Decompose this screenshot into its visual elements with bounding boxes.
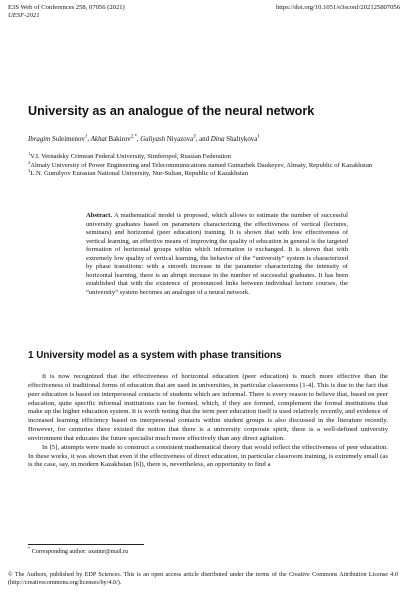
- body-text: [28, 373, 388, 470]
- affiliation-item: [28, 170, 388, 179]
- author-affiliation-mark: 2,*: [130, 134, 137, 140]
- paper-title: University as an analogue of the neural network: [28, 104, 315, 118]
- affiliation-text: L.N. Gumilyov Eurasian National University, Nur-Sultan, Republic of Kazakhstan: [30, 170, 249, 178]
- author-affiliation-mark: 3: [193, 134, 196, 140]
- author-name: [140, 136, 195, 143]
- affiliation-item: [28, 150, 388, 162]
- author-name: [91, 136, 137, 143]
- author-name: [28, 136, 87, 143]
- affiliation-number: 1: [28, 150, 31, 156]
- affiliation-number: 3: [28, 168, 31, 174]
- abstract: [86, 212, 348, 297]
- doi-link[interactable]: https://doi.org/10.1051/e3sconf/202125807056: [275, 4, 400, 11]
- author-surname: Shaltykova: [226, 136, 258, 143]
- author-given-name: Akhat: [90, 136, 107, 143]
- footnote-divider: [28, 544, 144, 545]
- affiliation-text: V.I. Vernadsky Crimean Federal University, Simferopol, Russian Federation: [30, 153, 231, 160]
- conference-citation: E3S Web of Conferences 258, 07056 (2021): [8, 4, 125, 11]
- author-affiliation-mark: 1: [84, 134, 88, 140]
- body-paragraph: It is now recognized that the effectiveness of horizontal education (peer education) is much more effective than the effectiveness of traditional forms of education that are used in universities, in particular classrooms [1-4]. This is due to the fact that peer education is based on interpersonal contacts of students which are informal. There is every reason to believe that, based on peer education, quite specific informal institutions can be formed, which, if they are formed, complement the formal institutions that make up the higher education system. It is worth noting that the term peer education itself is used relatively recently, and evidence of increased learning efficiency based on interpersonal contacts within student groups is also discussed in the literature recently. However, for centuries there existed the notion that there is a university corporate spirit, there is a well-defined university environment that educates the future specialist much more effectively than any direct agitation.: [28, 373, 388, 442]
- author-affiliation-mark: 1: [257, 134, 260, 140]
- copyright-notice: © The Authors, published by EDP Sciences. This is an open access article distributed under the terms of the Creative Commons Attribution License 4.0 (http://creativecommons.org/licenses/by/4.0/).: [8, 572, 398, 586]
- body-paragraph: In [5], attempts were made to construct a consistent mathematical theory that would reflect the effectiveness of peer education. In these works, it was shown that even if the effectiveness of direct education, in particular classroom training, is extremely small (as is the case, say, in modern Kazakhstan [6]), there is, nevertheless, an opportunity to find a: [28, 443, 388, 469]
- affiliation-number: 2: [28, 159, 31, 165]
- author-separator: ,: [136, 136, 141, 143]
- author-separator: , and: [195, 136, 211, 143]
- author-list: [28, 135, 388, 144]
- corresponding-author-footnote: [28, 545, 129, 556]
- author-name: [211, 136, 260, 143]
- author-surname: Niyazova: [166, 136, 194, 143]
- author-surname: Suleimenov: [51, 136, 85, 143]
- abstract-text: A mathematical model is proposed, which allows to estimate the number of successful university graduates based on parameters characterizing the effectiveness of vertical (lectures, seminars) and horizontal (peer education) training. It is shown that with low effectiveness of vertical learning, an effective means of improving the quality of education in general is the targeted formation of horizontal groups within which information is exchanged. It is shown that with extremely low quality of vertical learning, the behavior of the “university” system is characterized by phase transitions: with a smooth increase in the parameter characterizing the intensity of horizontal learning, there is an abrupt increase in the number of successful graduates. It has been established that with the existence of pronounced links between individual lecture courses, the “university” system becomes an analogue of a neural network.: [86, 212, 348, 296]
- footnote-mark: *: [28, 545, 31, 551]
- author-given-name: Dina: [210, 136, 225, 143]
- section-heading: 1 University model as a system with phase transitions: [28, 350, 282, 361]
- author-surname: Bakirov: [108, 136, 131, 143]
- author-given-name: Ibragim: [28, 136, 51, 143]
- abstract-label: Abstract.: [86, 212, 112, 219]
- affiliation-text: Almaty University of Power Engineering and Telecommunications named Gumarbek Daukeyev, Almaty, Republic of Kazakhstan: [30, 161, 373, 169]
- author-separator: ,: [87, 136, 91, 143]
- conference-short-name: UESF-2021: [8, 12, 40, 19]
- author-given-name: Guliyash: [140, 136, 166, 143]
- footnote-text: Corresponding author: axatmr@mail.ru: [31, 549, 129, 555]
- affiliation-list: [28, 150, 388, 179]
- running-header: [8, 4, 400, 20]
